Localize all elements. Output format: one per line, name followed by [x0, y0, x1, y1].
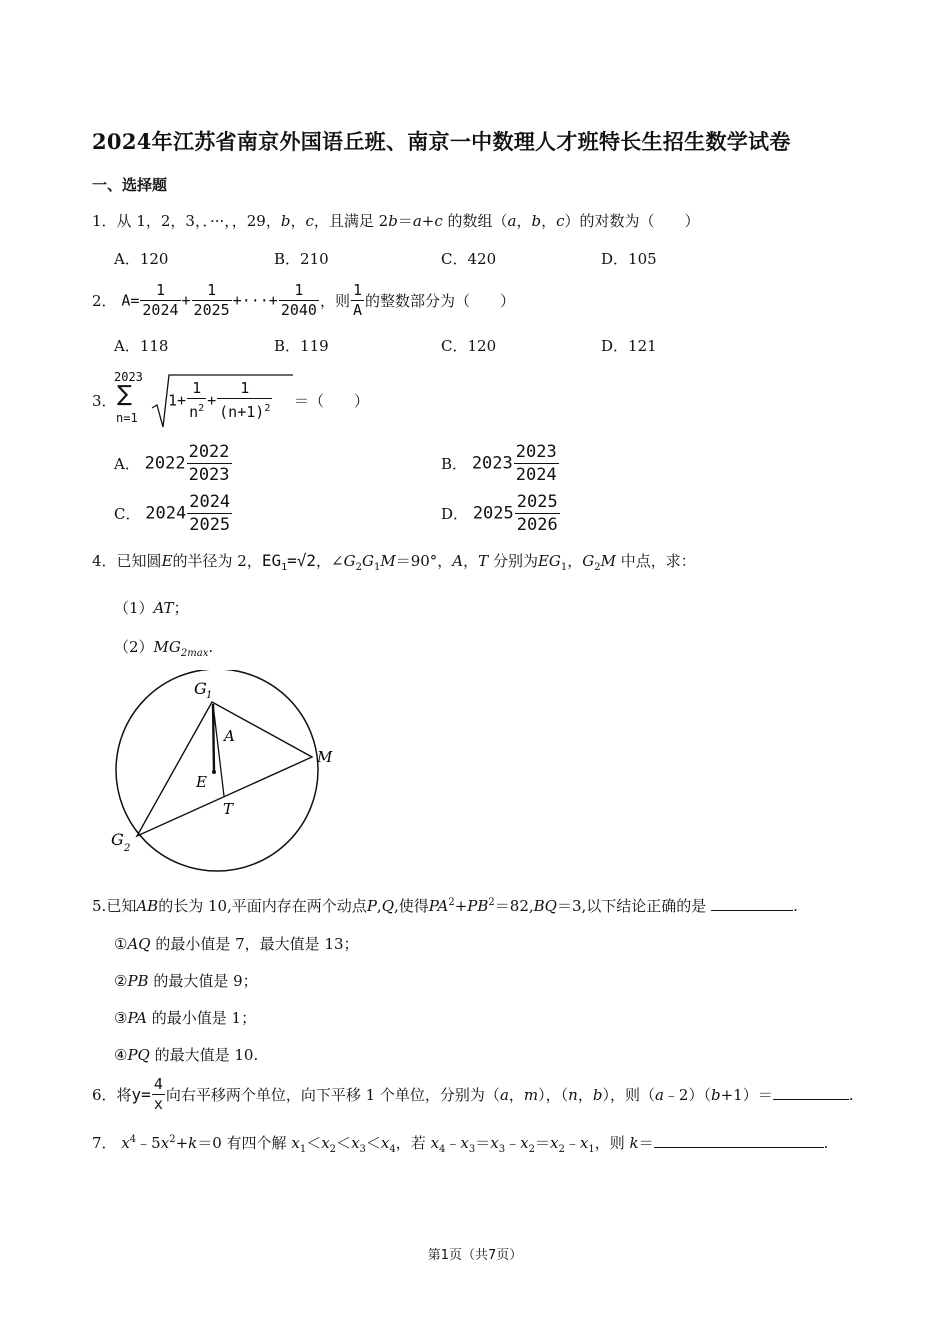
item-mark: ④ — [114, 1046, 128, 1064]
question-text: ＝3,以下结论正确的是 — [556, 897, 707, 915]
sub-label: （2） — [114, 638, 154, 656]
label-g1: G — [194, 679, 207, 698]
q1-option-d: D．105 — [601, 250, 657, 268]
answer-blank[interactable] — [773, 1099, 849, 1100]
label-t: T — [223, 800, 234, 818]
q2-option-b: B．119 — [274, 337, 329, 355]
fraction — [217, 379, 272, 422]
page-title: 2024年江苏省南京外国语丘班、南京一中数理人才班特长生招生数学试卷 — [92, 129, 791, 154]
q2-option-c: C．120 — [441, 337, 497, 355]
numerator: 2023 — [515, 442, 557, 462]
q5-item-3 — [114, 1007, 256, 1028]
q5-item-1 — [114, 933, 359, 954]
fraction — [515, 491, 560, 536]
fraction — [192, 281, 232, 320]
option-label: D． — [441, 505, 469, 523]
numerator: 1 — [352, 281, 362, 299]
numerator: 1 — [192, 281, 232, 301]
denominator-base: n — [189, 403, 199, 421]
option-label: B． — [441, 455, 468, 473]
question-text: ,使得 — [394, 897, 429, 915]
q1-option-a: A．120 — [114, 250, 169, 268]
center-point — [212, 770, 216, 774]
q3-tail: ＝（ ） — [294, 392, 370, 410]
q5-item-2 — [114, 970, 258, 991]
denominator: 2024 — [142, 301, 179, 319]
denominator: 2025 — [189, 515, 231, 535]
question-text: 从 1，2，3，．···，，29， — [116, 212, 281, 230]
question-text: ，则 — [594, 1134, 625, 1152]
item-var: PA — [127, 1009, 148, 1027]
q3-option-c — [114, 491, 233, 536]
fraction — [152, 1075, 165, 1114]
q4-sub-1: （1）AT； — [114, 599, 189, 617]
fraction — [187, 441, 232, 486]
q3-option-d — [441, 491, 561, 536]
q2-option-a: A．118 — [114, 337, 169, 355]
q3-option-b — [441, 441, 560, 486]
segment-label: EG — [261, 551, 282, 570]
question-text: +1）＝ — [720, 1086, 773, 1104]
denominator: 2026 — [516, 515, 558, 535]
question-text: 的数组（ — [447, 212, 508, 230]
mixed-whole: 2023 — [471, 453, 513, 474]
denominator: 2023 — [188, 465, 230, 485]
sub-label: （1） — [114, 599, 154, 617]
label-m: M — [317, 748, 333, 766]
question-text: 向右平移两个单位，向下平移 1 个单位，分别为（ — [165, 1086, 500, 1104]
item-var: AQ — [127, 935, 151, 953]
numerator: 2025 — [516, 492, 558, 512]
question-6: 6．将y= $\frac{4}{x}$ 向右平移两个单位，向下平移 1 个单位，分别为（a，m），（n，b），则（a﹣2）（b+1）＝ . — [92, 1075, 854, 1113]
q2-option-d: D．121 — [601, 337, 657, 355]
question-text: 的整数部分为（ ） — [365, 292, 516, 310]
question-text: 已知 — [106, 897, 137, 915]
mixed-whole: 2025 — [472, 503, 514, 524]
term: 1+ — [168, 391, 187, 410]
question-text: 分别为 — [492, 552, 538, 570]
item-mark: ① — [114, 935, 128, 953]
circle-figure — [100, 670, 350, 885]
question-text: 中点，求： — [620, 552, 696, 570]
question-text: ＝90°， — [395, 552, 453, 570]
page-footer: 第1页（共7页） — [427, 1248, 523, 1263]
numerator: 4 — [153, 1075, 163, 1093]
question-text: 的长为 10,平面内存在两个动点 — [158, 897, 367, 915]
question-text: ，且满足 2 — [313, 212, 389, 230]
question-4: 4．已知圆E的半径为 2，$EG_1=√2$，$\angle G_2G_1M=90^\circ$，A，T 分别为$EG_1$，$G_2M$ 中点，求： — [92, 551, 696, 574]
mixed-whole: 2022 — [144, 453, 186, 474]
sub-tail: ； — [173, 599, 189, 617]
q1-option-b: B．210 — [274, 250, 329, 268]
option-label: C． — [114, 505, 141, 523]
numerator: 1 — [217, 379, 272, 399]
item-text: 的最小值是 7，最大值是 13； — [150, 935, 359, 953]
question-text: ），则（ — [602, 1086, 655, 1104]
fraction — [351, 281, 364, 320]
item-mark: ③ — [114, 1009, 128, 1027]
item-var: PB — [127, 972, 149, 990]
segment-value: =√2 — [287, 551, 317, 570]
q3-number: 3． — [92, 392, 117, 410]
question-number: 2． — [92, 292, 117, 310]
q3-option-a — [114, 441, 233, 486]
question-text: 已知圆 — [116, 552, 162, 570]
fraction — [279, 281, 319, 320]
ellipsis: +···+ — [232, 291, 278, 310]
mixed-whole: 2024 — [145, 503, 187, 524]
q4-sub-2: $(2)MG_{2max}$. — [114, 638, 214, 659]
sum-lower-limit: n=1 — [116, 411, 138, 425]
fraction — [187, 491, 232, 536]
question-text: ＝82, — [494, 897, 534, 915]
question-text: ，则 — [319, 292, 350, 310]
section-heading: 一、选择题 — [92, 176, 168, 194]
option-label: A． — [114, 455, 140, 473]
denominator: $n^2$ — [189, 403, 205, 421]
sigma-icon: ∑ — [117, 382, 132, 407]
fraction — [187, 379, 206, 422]
question-number: 6．将 — [92, 1086, 132, 1104]
item-text: 的最小值是 1； — [147, 1009, 257, 1027]
math-lhs: A= — [121, 291, 140, 310]
question-number: 7． — [92, 1134, 117, 1152]
label-g1-sub: 1 — [206, 690, 213, 701]
denominator: x — [153, 1095, 163, 1113]
sum-upper-limit: 2023 — [114, 370, 143, 384]
question-text: ），（ — [538, 1086, 569, 1104]
question-number: 1． — [92, 212, 117, 230]
question-7: 7． $x^4﹣5x^2+k=0$ 有四个解 $x_1<x_2<x_3<x_4$，若 $x_4﹣x_3=x_3﹣x_2=x_2﹣x_1$，则 k＝ . — [92, 1134, 829, 1155]
fraction — [514, 441, 559, 486]
numerator: 1 — [140, 281, 180, 301]
item-var: PQ — [127, 1046, 150, 1064]
denominator: 2024 — [515, 465, 557, 485]
sub-tail: . — [208, 638, 214, 656]
label-g2-sub: 2 — [124, 843, 131, 854]
q3-expression: 1+ $\frac{1}{n^2}$ + $\frac{1}{(n+1)^2}$ — [168, 379, 271, 421]
item-mark: ② — [114, 972, 128, 990]
question-number: 5. — [92, 897, 107, 915]
label-a: A — [224, 727, 235, 745]
question-text: 的半径为 2， — [172, 552, 262, 570]
question-5: 5.已知AB的长为 10,平面内存在两个动点P,Q,使得$PA^2+PB^2=82,BQ=3$,以下结论正确的是 . — [92, 897, 798, 915]
answer-blank[interactable] — [654, 1147, 824, 1148]
question-text: ，∠ — [316, 552, 344, 570]
question-text: ﹣2）（ — [663, 1086, 711, 1104]
numerator: 2022 — [188, 442, 230, 462]
item-text: 的最大值是 10. — [149, 1046, 259, 1064]
function-lhs: y= — [131, 1085, 151, 1104]
item-text: 的最大值是 9； — [148, 972, 258, 990]
denominator: 2040 — [280, 301, 317, 319]
question-text: ）的对数为（ ） — [564, 212, 700, 230]
question-text: ，若 — [395, 1134, 426, 1152]
question-1: 1．从 1，2，3，．···，，29，b，c，且满足 2b＝a+c 的数组（a，b，c）的对数为（ ） — [92, 212, 700, 230]
label-g2: G — [111, 830, 124, 849]
denominator-base: (n+1) — [219, 403, 265, 421]
numerator: 2024 — [189, 492, 231, 512]
label-e: E — [196, 773, 207, 791]
q1-option-c: C．420 — [441, 250, 497, 268]
q5-item-4 — [114, 1044, 258, 1065]
denominator: A — [352, 301, 362, 319]
circle — [116, 670, 318, 871]
question-text: 有四个解 — [226, 1134, 287, 1152]
denominator: 2025 — [193, 301, 230, 319]
denominator: $(n+1)^2$ — [219, 403, 271, 421]
fraction — [140, 281, 180, 320]
numerator: 1 — [187, 379, 206, 399]
answer-blank[interactable] — [711, 910, 793, 911]
question-number: 4． — [92, 552, 117, 570]
question-2: 2． A= $\frac{1}{2024}$ + $\frac{1}{2025}$ +···+ $\frac{1}{2040}$ ，则 $\frac{1}{A}$ 的整数部分为（ ） — [92, 281, 516, 319]
numerator: 1 — [279, 281, 319, 301]
